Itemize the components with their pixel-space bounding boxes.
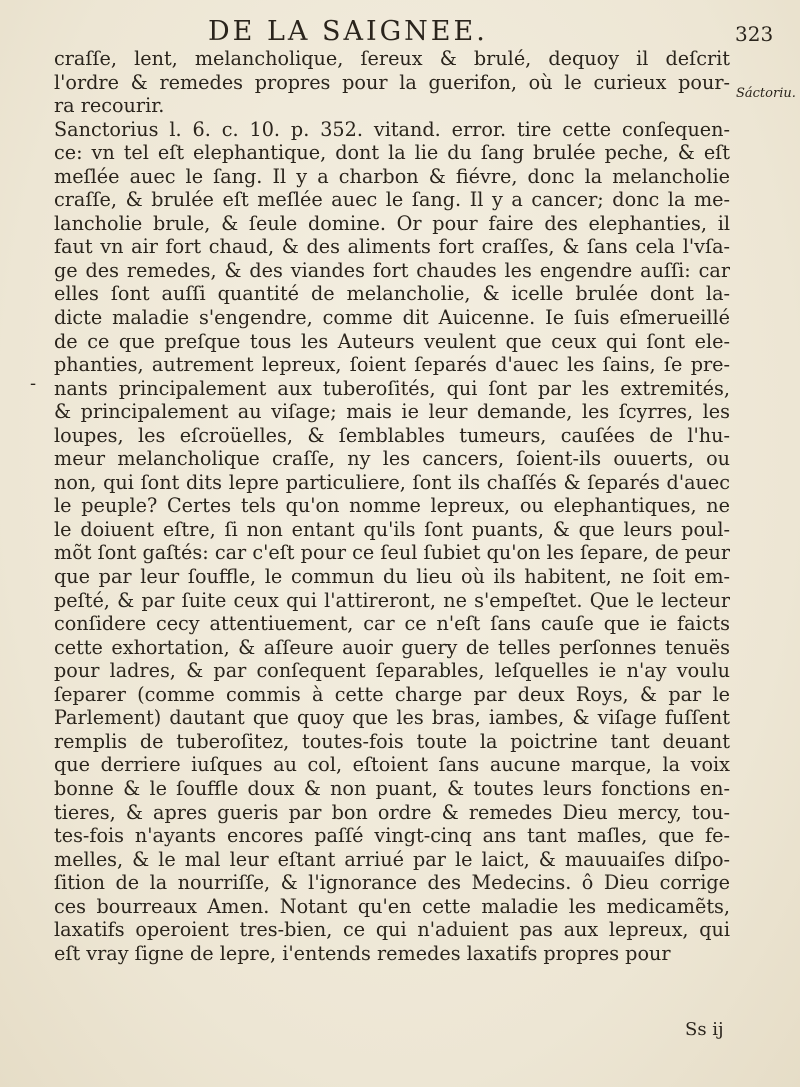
text-line: craſſe, lent, melancholique, ſereux & brulé, dequoy il deſcrit <box>54 47 730 70</box>
text-line: non, qui ſont dits lepre particuliere, ſont ils chaſſés & ſeparés d'auec <box>54 470 730 494</box>
text-line: peſté, & par ſuite ceux qui l'attireront, ne s'empeſtet. Que le lecteur <box>54 588 730 612</box>
text-line: ge des remedes, & des viandes fort chaudes les engendre auſſi: car <box>54 258 730 282</box>
text-line: de ce que preſque tous les Auteurs veulent que ceux qui ſont ele- <box>54 329 730 353</box>
text-line: meſlée auec le ſang. Il y a charbon & fiévre, donc la melancholie <box>54 164 730 188</box>
text-line: que par leur ſouffle, le commun du lieu où ils habitent, ne ſoit em- <box>54 565 730 589</box>
text-line: le doiuent eſtre, ſi non entant qu'ils ſont puants, & que leurs poul- <box>54 517 730 541</box>
text-line: tes-fois n'ayants encores paſſé vingt-cinq ans tant maſles, que fe- <box>54 824 730 848</box>
running-head: DE LA SAIGNEE. <box>208 16 488 47</box>
text-line: loupes, les eſcroüelles, & ſemblables tumeurs, cauſées de l'hu- <box>54 423 730 447</box>
text-line: pour ladres, & par conſequent ſeparables, leſquelles ie n'ay voulu <box>54 659 730 683</box>
text-line: ce: vn tel eſt elephantique, dont la lie du ſang brulée peche, & eſt <box>54 141 730 165</box>
text-line: conſidere cecy attentiuement, car ce n'eſt ſans cauſe que ie faicts <box>54 612 730 636</box>
text-line: mõt ſont gaſtés: car c'eſt pour ce ſeul ſubiet qu'on les ſepare, de peur <box>54 541 730 565</box>
margin-note: Sáctoriu. <box>736 86 796 101</box>
text-line: phanties, autrement lepreux, ſoient ſeparés d'auec les ſains, ſe pre- <box>54 353 730 377</box>
margin-dash: - <box>30 373 37 394</box>
text-line: faut vn air fort chaud, & des aliments fort craſſes, & ſans cela l'vſa- <box>54 235 730 259</box>
text-line: le peuple? Certes tels qu'on nomme lepreux, ou elephantiques, ne <box>54 494 730 518</box>
text-line: lancholie brule, & ſeule domine. Or pour faire des elephanties, il <box>54 211 730 235</box>
text-line: ſeparer (comme commis à cette charge par deux Roys, & par le <box>54 682 730 706</box>
text-line: Sanctorius l. 6. c. 10. p. 352. vitand. error. tire cette conſequen- <box>54 117 730 141</box>
text-line: laxatifs operoient tres-bien, ce qui n'aduient pas aux lepreux, qui <box>54 918 730 942</box>
text-line: nants principalement aux tuberoſités, qui ſont par les extremités, <box>54 376 730 400</box>
body-text <box>54 47 730 965</box>
text-line: elles ſont auſſi quantité de melancholie, & icelle brulée dont la- <box>54 282 730 306</box>
text-line: ces bourreaux Amen. Notant qu'en cette maladie les medicamẽts, <box>54 894 730 918</box>
text-line: dicte maladie s'engendre, comme dit Auicenne. Ie ſuis eſmerueillé <box>54 306 730 330</box>
text-line: tieres, & apres gueris par bon ordre & remedes Dieu mercy, tou- <box>54 800 730 824</box>
catchword: Ss ij <box>685 1019 724 1040</box>
text-line: bonne & le ſouffle doux & non puant, & toutes leurs fonctions en- <box>54 776 730 800</box>
text-line: que derriere iuſques au col, eſtoient ſans aucune marque, la voix <box>54 753 730 777</box>
text-line: l'ordre & remedes propres pour la guerifon, où le curieux pour- <box>54 70 730 94</box>
text-line: & principalement au viſage; mais ie leur demande, les ſcyrres, les <box>54 400 730 424</box>
text-line: cette exhortation, & aſſeure auoir guery de telles perſonnes tenuës <box>54 635 730 659</box>
text-line: Parlement) dautant que quoy que les bras, iambes, & viſage fuſſent <box>54 706 730 730</box>
text-line: craſſe, & brulée eſt meſlée auec le ſang. Il y a cancer; donc la me- <box>54 188 730 212</box>
text-line: meur melancholique craſſe, ny les cancers, ſoient-ils ouuerts, ou <box>54 447 730 471</box>
text-line: ſition de la nourriſſe, & l'ignorance des Medecins. ô Dieu corrige <box>54 871 730 895</box>
text-line: ra recourir. <box>54 94 165 118</box>
page-number: 323 <box>735 22 774 46</box>
text-line: eſt vray ſigne de lepre, i'entends remedes laxatifs propres pour <box>54 941 671 965</box>
text-line: remplis de tuberoſitez, toutes-fois toute la poictrine tant deuant <box>54 729 730 753</box>
text-line: melles, & le mal leur eſtant arriué par le laict, & mauuaiſes diſpo- <box>54 847 730 871</box>
